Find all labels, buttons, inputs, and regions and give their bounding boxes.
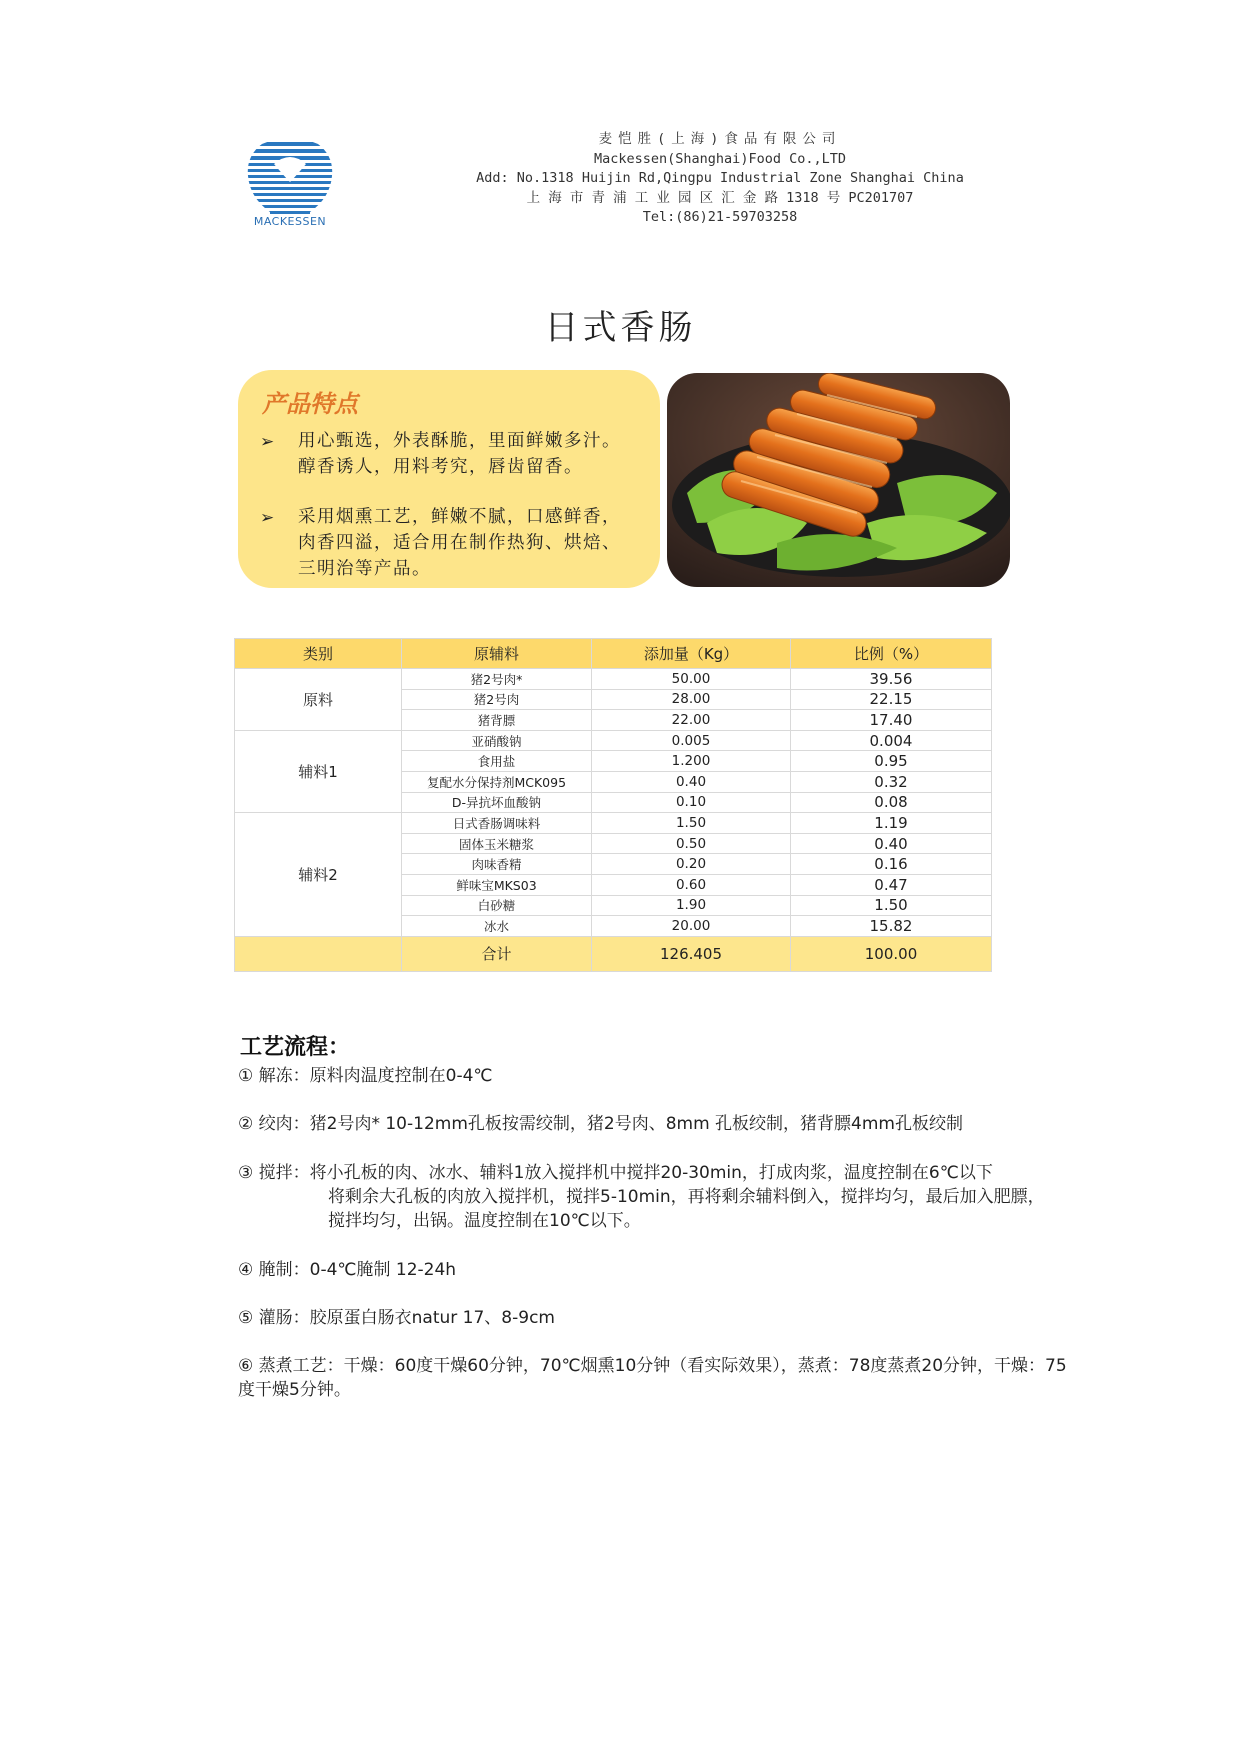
ratio-cell: 0.47 <box>791 874 992 895</box>
ratio-cell: 0.08 <box>791 792 992 813</box>
category-cell: 辅料1 <box>235 730 402 812</box>
ingredient-cell: 日式香肠调味料 <box>402 813 592 834</box>
step-text: ⑥ 蒸煮工艺：干燥：60度干燥60分钟，70℃烟熏10分钟（看实际效果），蒸煮：78度蒸煮20分钟，干燥：75 <box>238 1356 1067 1376</box>
ingredient-cell: 食用盐 <box>402 751 592 772</box>
company-address-cn: 上 海 市 青 浦 工 业 园 区 汇 金 路 1318 号 PC201707 <box>526 189 914 206</box>
ratio-cell: 0.95 <box>791 751 992 772</box>
ingredient-cell: D-异抗坏血酸钠 <box>402 792 592 813</box>
ingredient-cell: 鲜味宝MKS03 <box>402 874 592 895</box>
ratio-cell: 17.40 <box>791 710 992 731</box>
ratio-cell: 39.56 <box>791 669 992 690</box>
table-row <box>235 730 992 751</box>
process-step <box>238 1258 456 1282</box>
ingredient-cell: 复配水分保持剂MCK095 <box>402 771 592 792</box>
bullet-arrow-icon: ➢ <box>260 508 275 528</box>
step-text: ② 绞肉：猪2号肉* 10-12mm孔板按需绞制，猪2号肉、8mm 孔板绞制，猪背膘4mm孔板绞制 <box>238 1114 963 1134</box>
step-text: ⑤ 灌肠：胶原蛋白肠衣natur 17、8-9cm <box>238 1308 555 1328</box>
step-text: ④ 腌制：0-4℃腌制 12-24h <box>238 1260 457 1280</box>
ratio-cell: 22.15 <box>791 689 992 710</box>
header-ingredient: 原辅料 <box>402 639 592 669</box>
company-address-en: Add: No.1318 Huijin Rd,Qingpu Industrial Zone Shanghai China <box>476 170 964 186</box>
amount-cell: 0.005 <box>592 730 791 751</box>
feature-line: 采用烟熏工艺，鲜嫩不腻，口感鲜香， <box>298 507 621 527</box>
amount-cell: 0.40 <box>592 771 791 792</box>
amount-cell: 0.60 <box>592 874 791 895</box>
process-step <box>238 1064 493 1088</box>
header-category: 类别 <box>235 639 402 669</box>
sausage-photo <box>667 373 1010 587</box>
step-continuation: 搅拌均匀，出锅。温度控制在10℃以下。 <box>328 1211 641 1231</box>
recipe-table <box>234 638 992 972</box>
total-label: 合计 <box>402 936 592 971</box>
amount-cell: 20.00 <box>592 916 791 937</box>
amount-cell: 0.20 <box>592 854 791 875</box>
header-amount: 添加量（Kg） <box>592 639 791 669</box>
amount-cell: 0.10 <box>592 792 791 813</box>
feature-item <box>298 504 648 582</box>
total-empty-cell <box>235 936 402 971</box>
table-header-row <box>235 639 992 669</box>
ratio-cell: 0.40 <box>791 833 992 854</box>
ingredient-cell: 猪2号肉 <box>402 689 592 710</box>
total-ratio: 100.00 <box>791 936 992 971</box>
amount-cell: 22.00 <box>592 710 791 731</box>
ratio-cell: 0.004 <box>791 730 992 751</box>
ratio-cell: 0.32 <box>791 771 992 792</box>
step-continuation: 度干燥5分钟。 <box>238 1380 351 1400</box>
ratio-cell: 0.16 <box>791 854 992 875</box>
total-row <box>235 936 992 971</box>
ratio-cell: 15.82 <box>791 916 992 937</box>
header-ratio: 比例（%） <box>791 639 992 669</box>
process-step <box>238 1161 1045 1233</box>
process-heading: 工艺流程： <box>240 1034 351 1060</box>
bullet-arrow-icon: ➢ <box>260 432 275 452</box>
ingredient-cell: 亚硝酸钠 <box>402 730 592 751</box>
total-amount: 126.405 <box>592 936 791 971</box>
amount-cell: 0.50 <box>592 833 791 854</box>
category-cell: 原料 <box>235 669 402 731</box>
step-text: ③ 搅拌：将小孔板的肉、冰水、辅料1放入搅拌机中搅拌20-30min，打成肉浆，温度控制在6℃以下 <box>238 1163 993 1183</box>
ingredient-cell: 冰水 <box>402 916 592 937</box>
ratio-cell: 1.19 <box>791 813 992 834</box>
page-title: 日式香肠 <box>544 308 697 348</box>
feature-line: 醇香诱人，用料考究，唇齿留香。 <box>298 457 583 477</box>
process-step <box>238 1354 1067 1402</box>
company-info <box>440 130 1000 228</box>
amount-cell: 50.00 <box>592 669 791 690</box>
process-step <box>238 1112 963 1136</box>
step-text: ① 解冻：原料肉温度控制在0-4℃ <box>238 1066 493 1086</box>
amount-cell: 1.50 <box>592 813 791 834</box>
table-row <box>235 669 992 690</box>
category-cell: 辅料2 <box>235 813 402 937</box>
company-name-en: Mackessen(Shanghai)Food Co.,LTD <box>594 150 846 167</box>
features-heading: 产品特点 <box>262 389 358 418</box>
amount-cell: 1.90 <box>592 895 791 916</box>
features-card <box>238 370 660 588</box>
ingredient-cell: 白砂糖 <box>402 895 592 916</box>
step-continuation: 将剩余大孔板的肉放入搅拌机，搅拌5-10min，再将剩余辅料倒入，搅拌均匀，最后加入肥膘， <box>328 1187 1045 1207</box>
table-row <box>235 813 992 834</box>
logo-wordmark: MACKESSEN <box>253 215 327 228</box>
feature-line: 用心甄选，外表酥脆，里面鲜嫩多汁。 <box>298 431 621 451</box>
company-tel: Tel:(86)21-59703258 <box>642 209 798 225</box>
ingredient-cell: 猪背膘 <box>402 710 592 731</box>
ratio-cell: 1.50 <box>791 895 992 916</box>
ingredient-cell: 猪2号肉* <box>402 669 592 690</box>
feature-line: 肉香四溢，适合用在制作热狗、烘焙、 <box>298 533 621 553</box>
process-step <box>238 1306 555 1330</box>
ingredient-cell: 肉味香精 <box>402 854 592 875</box>
feature-line: 三明治等产品。 <box>298 559 431 579</box>
amount-cell: 28.00 <box>592 689 791 710</box>
company-name-cn: 麦恺胜(上海)食品有限公司 <box>598 131 842 147</box>
feature-item <box>298 428 648 480</box>
ingredient-cell: 固体玉米糖浆 <box>402 833 592 854</box>
amount-cell: 1.200 <box>592 751 791 772</box>
